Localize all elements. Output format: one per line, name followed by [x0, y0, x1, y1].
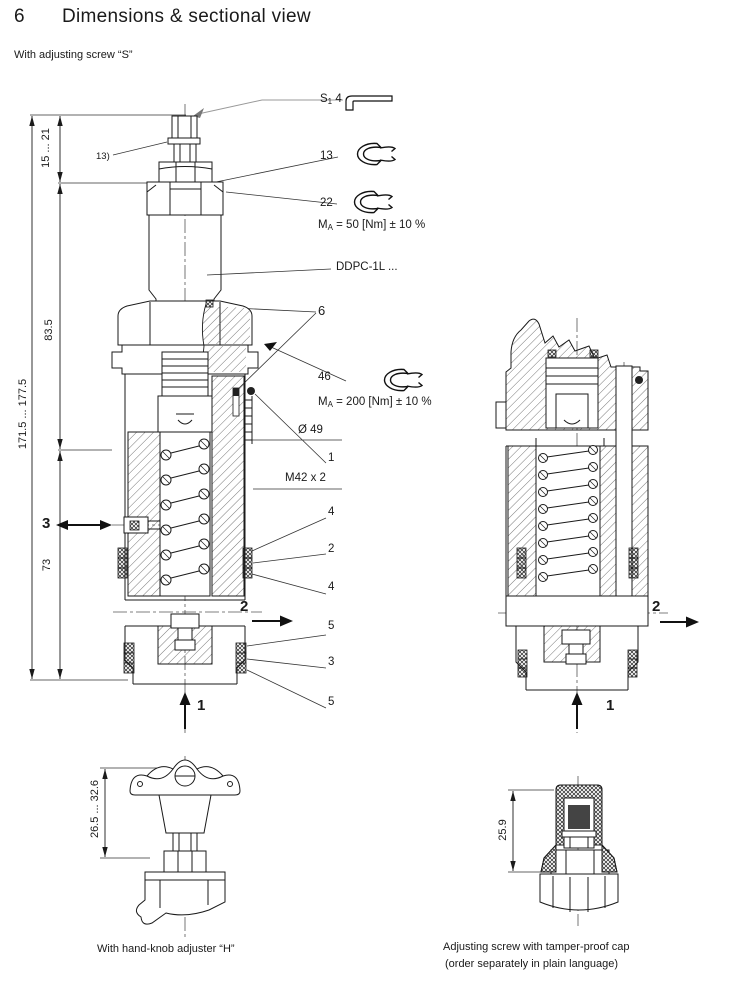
hand-knob-drawing [130, 760, 240, 924]
tamper-cap-drawing [540, 785, 618, 912]
torque200-rest: = 200 [Nm] ± 10 % [332, 396, 432, 408]
port-3-label: 3 [42, 515, 51, 532]
dimension-lines [32, 116, 513, 871]
callout-item-2: 2 [328, 543, 335, 555]
dim-upper-height: 83.5 [43, 319, 55, 341]
callout-wrench-13: 13 [320, 150, 333, 162]
cap-caption-line2: (order separately in plain language) [445, 958, 619, 970]
port-2-label: 2 [240, 598, 249, 615]
callout-wrench-22: 22 [320, 197, 333, 209]
right-port-1-label: 1 [606, 697, 615, 714]
dim-knob-height: 26.5 ... 32.6 [89, 779, 101, 839]
dim-cartridge-height: 73 [41, 558, 53, 572]
thread-label: M42 x 2 [285, 472, 326, 484]
item46-leader-arrow [264, 342, 277, 351]
right-valve-drawing [496, 319, 648, 690]
dim-cap-height: 25.9 [497, 819, 509, 841]
right-port-2-label: 2 [652, 598, 661, 615]
torque200-sub: A [327, 400, 333, 409]
wrench-13-icon [358, 143, 396, 164]
callout-item-4a: 4 [328, 506, 335, 518]
knob-caption: With hand-knob adjuster “H” [97, 943, 235, 955]
callout-item-6: 6 [318, 303, 326, 318]
torque-200 [318, 396, 432, 409]
footnote-ref: 13) [96, 151, 110, 162]
callout-item-5b: 5 [328, 696, 335, 708]
model-label: DDPC-1L ... [336, 261, 398, 273]
port-1-label: 1 [197, 697, 206, 714]
torque50-prefix: M [318, 219, 328, 231]
callout-item-1: 1 [328, 452, 335, 464]
torque200-prefix: M [318, 396, 328, 408]
callout-wrench-46: 46 [318, 371, 331, 383]
callout-item-4b: 4 [328, 581, 335, 593]
dim-screw-height: 15 ... 21 [40, 128, 52, 168]
callout-allen-size [320, 93, 342, 106]
torque-50 [318, 219, 425, 232]
cap-caption-line1: Adjusting screw with tamper-proof cap [443, 941, 630, 953]
diameter-label: Ø 49 [298, 424, 323, 436]
wrench-22-icon [355, 191, 393, 212]
wrench-46-icon [385, 369, 423, 390]
callout-item-5a: 5 [328, 620, 335, 632]
section-number: 6 [14, 6, 25, 27]
subtitle: With adjusting screw “S” [14, 49, 133, 61]
allen-prefix: S [320, 93, 328, 105]
allen-key-icon [346, 96, 392, 110]
torque50-sub: A [327, 223, 333, 232]
torque50-rest: = 50 [Nm] ± 10 % [332, 219, 426, 231]
callout-item-3: 3 [328, 656, 335, 668]
extension-lines [30, 115, 554, 872]
dim-total-height: 171.5 ... 177.5 [17, 378, 29, 450]
allen-rest: 4 [332, 93, 342, 105]
allen-sub: 1 [327, 97, 333, 106]
page-title: Dimensions & sectional view [62, 6, 311, 27]
